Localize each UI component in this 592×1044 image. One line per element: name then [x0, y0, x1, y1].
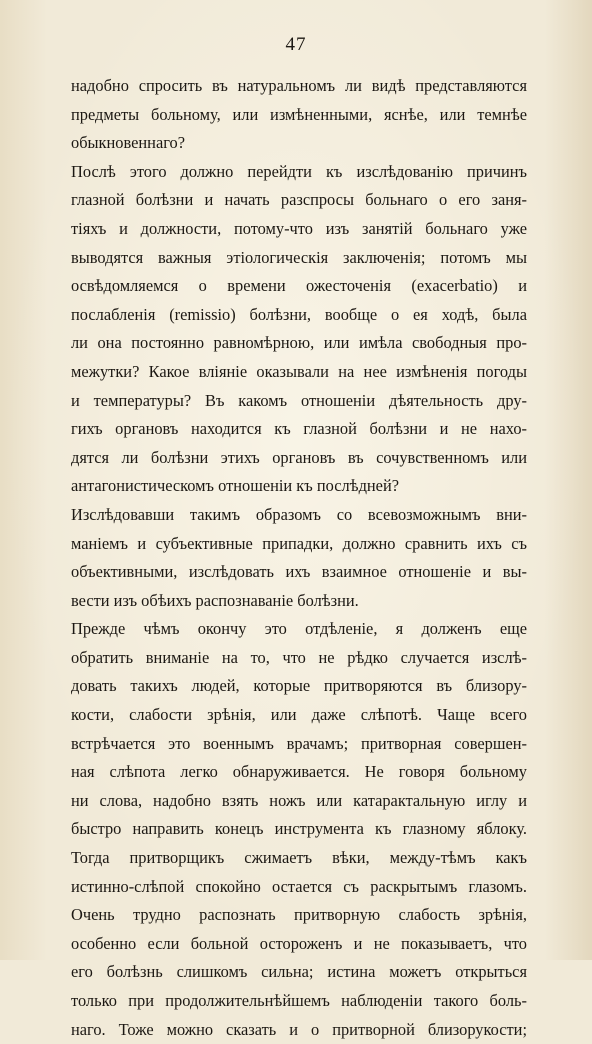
text-line: Тогда притворщикъ сжимаетъ вѣки, между-тѣмъ какъ [71, 848, 527, 868]
text-line: довать такихъ людей, которые притворяются въ близору- [71, 676, 527, 696]
body-text [71, 72, 527, 1044]
text-line: наго. Тоже можно сказать и о притворной близорукости; [71, 1019, 527, 1039]
text-line: особенно если больной остороженъ и не показываетъ, что [71, 933, 527, 953]
page-number: 47 [285, 34, 307, 55]
text-line: его болѣзнь слишкомъ сильна; истина можетъ открыться [71, 962, 527, 982]
text-line: выводятся важныя этіологическія заключенія; потомъ мы [71, 247, 527, 267]
text-line: надобно спросить въ натуральномъ ли видѣ представляются [71, 76, 527, 95]
text-line: быстро направить конецъ инструмента къ глазному яблоку. [71, 819, 527, 839]
text-line: антагонистическомъ отношеніи къ послѣдней? [71, 476, 400, 496]
text-line: гихъ органовъ находится къ глазной болѣзни и не нахо- [71, 419, 527, 439]
text-line: Изслѣдовавши такимъ образомъ со всевозможнымъ вни- [71, 504, 527, 524]
text-line: только при продолжительнѣйшемъ наблюденіи такого боль- [71, 991, 527, 1010]
text-line: Прежде чѣмъ окончу это отдѣленіе, я долженъ еще [71, 619, 527, 639]
text-line: Послѣ этого должно перейдти къ изслѣдованію причинъ [71, 161, 527, 181]
text-line: и температуры? Въ какомъ отношеніи дѣятельность дру- [71, 390, 527, 410]
text-line: предметы больному, или измѣненными, яснѣе, или темнѣе [71, 104, 527, 124]
text-line: Очень трудно распознать притворную слабость зрѣнія, [71, 905, 527, 925]
text-line: объективными, изслѣдовать ихъ взаимное отношеніе и вы- [71, 562, 527, 582]
text-line: послабленія (remissio) болѣзни, вообще о ея ходѣ, была [71, 304, 527, 324]
text-line: глазной болѣзни и начать разспросы больнаго о его заня- [71, 190, 527, 210]
text-line: ная слѣпота легко обнаруживается. Не говоря больному [71, 762, 527, 782]
text-line: ли она постоянно равномѣрною, или имѣла свободныя про- [71, 333, 527, 353]
text-line: маніемъ и субъективные припадки, должно сравнить ихъ съ [71, 533, 527, 553]
text-line: обратить вниманіе на то, что не рѣдко случается изслѣ- [71, 647, 527, 667]
text-line: дятся ли болѣзни этихъ органовъ въ сочувственномъ или [71, 447, 527, 467]
text-line: обыкновеннаго? [71, 133, 185, 153]
text-line: кости, слабости зрѣнія, или даже слѣпотѣ. Чаще всего [71, 705, 527, 725]
text-line: встрѣчается это военнымъ врачамъ; притворная совершен- [71, 733, 527, 753]
text-line: истинно-слѣпой спокойно остается съ раскрытымъ глазомъ. [71, 876, 527, 896]
text-line: тіяхъ и должности, потому-что изъ занятій больнаго уже [71, 218, 527, 238]
text-line: ни слова, надобно взять ножъ или катарактальную иглу и [71, 790, 527, 810]
text-line: межутки? Какое вліяніе оказывали на нее измѣненія погоды [71, 361, 527, 381]
text-line: освѣдомляемся о времени ожесточенія (exacerbatio) и [71, 276, 527, 296]
text-line: вести изъ обѣихъ распознаваніе болѣзни. [71, 590, 359, 610]
